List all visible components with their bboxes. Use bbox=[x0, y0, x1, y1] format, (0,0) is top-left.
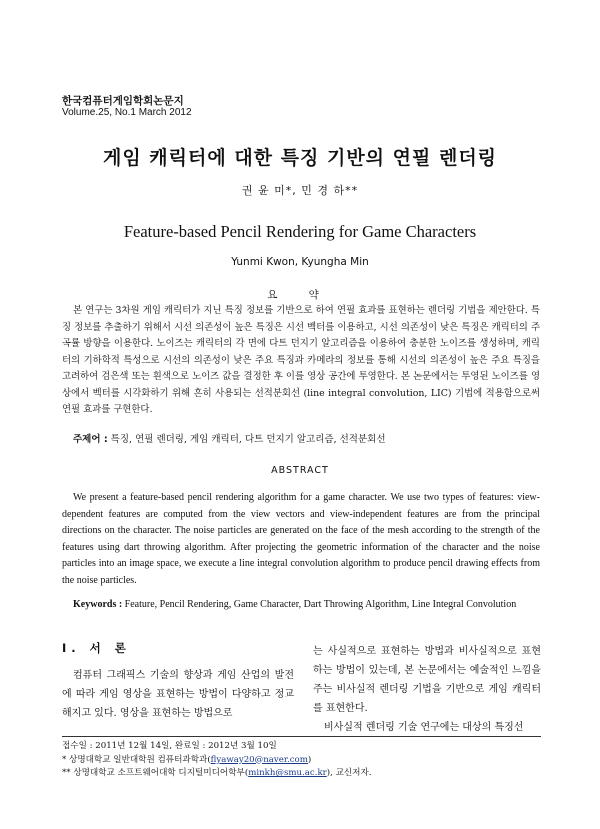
intro-paragraph-right: 는 사실적으로 표현하는 방법과 비사실적으로 표현하는 방법이 있는데, 본 논문에서는 예술적인 느낌을 주는 비사실적 렌더링 기법을 기반으로 게임 캐릭터를 표현한다. bbox=[313, 646, 541, 714]
keywords-english bbox=[73, 599, 553, 610]
footnote-2-affiliation: ** 상명대학교 소프트웨어대학 디지털미디어학부( bbox=[62, 768, 249, 778]
footnote-1-affiliation: * 상명대학교 일반대학원 컴퓨터과학과( bbox=[62, 754, 211, 765]
author-1-email-link[interactable]: flyaway20@naver.com bbox=[210, 754, 308, 765]
footnote-2-close: ), 교신저자. bbox=[326, 768, 372, 778]
keywords-korean-label: 주제어 : bbox=[73, 434, 108, 445]
intro-paragraph-left: 컴퓨터 그래픽스 기술의 향상과 게임 산업의 발전에 따라 게임 영상을 표현하는 방법이 다양하고 정교해지고 있다. 영상을 표현하는 방법으로 bbox=[62, 670, 294, 719]
keywords-english-text: Feature, Pencil Rendering, Game Character, Dart Throwing Algorithm, Line Integral Convolution bbox=[124, 599, 517, 610]
keywords-korean-text: 특징, 연필 렌더링, 게임 캐릭터, 다트 던지기 알고리즘, 선적분회선 bbox=[110, 434, 386, 445]
journal-name: 한국컴퓨터게임학회논문지 bbox=[62, 95, 184, 107]
intro-paragraph-right-2: 비사실적 렌더링 기술 연구에는 대상의 특징선 bbox=[324, 722, 524, 733]
body-left-column bbox=[62, 640, 294, 723]
abstract-korean-body: 본 연구는 3차원 게임 캐릭터가 지닌 특징 정보를 기반으로 하여 연필 효과를 표현하는 렌더링 기법을 제안한다. 특징 정보를 추출하기 위해서 시선 의존성이 높은 특징은 시선 벡터를 이용하고, 시선 의존성이 낮은 특징은 캐릭터의 주곡률 방향을 이용한다. 노이즈는 캐릭터의 각 면에 다트 던지기 알고리즘을 이용하여 충분한 노이즈를 생성하며, 캐릭터의 기하학적 특성으로 시선의 의존성이 낮은 주요 특징과 카메라의 정보를 통해 시선의 의존성이 높은 주요 특징을 고려하여 검은색 또는 흰색으로 노이즈 값을 결정한 후 이를 영상 공간에 투영한다. 본 논문에서는 투영된 노이즈를 영상에서 벡터를 시각화하기 위해 흔히 사용되는 선적분회선 (line integral convolution, LIC) 기법에 적용함으로써 연필 효과를 구현한다. bbox=[62, 305, 540, 415]
footnotes bbox=[62, 740, 542, 781]
keywords-english-label: Keywords : bbox=[73, 599, 123, 610]
footnote-1-close: ) bbox=[307, 754, 312, 765]
journal-volume: Volume.25, No.1 March 2012 bbox=[62, 107, 192, 118]
abstract-english-body: We present a feature-based pencil rendering algorithm for a game character. We use two types of features: view-dependent features are computed from the view vectors and view-independent features are from the principal directions on the character. The noise particles are generated on the face of the mesh according to the strength of the features using dart throwing algorithm. After projecting the geometric information of the character and the noise particles into an image space, we execute a line integral convolution algorithm to produce pencil drawing effects from the noise particles. bbox=[62, 492, 540, 586]
body-right-column bbox=[313, 642, 541, 737]
title-korean: 게임 캐릭터에 대한 특징 기반의 연필 렌더링 bbox=[102, 147, 498, 169]
footnote-divider bbox=[62, 736, 541, 737]
authors-korean: 권 윤 미*, 민 경 하** bbox=[241, 184, 359, 197]
footnote-author-1 bbox=[62, 754, 542, 768]
footnote-dates: 접수일 : 2011년 12월 14일, 완료일 : 2012년 3월 10일 bbox=[62, 741, 277, 751]
footnote-author-2 bbox=[62, 767, 542, 781]
authors-english: Yunmi Kwon, Kyungha Min bbox=[231, 256, 369, 268]
abstract-korean-heading: 요 약 bbox=[267, 289, 333, 301]
title-english: Feature-based Pencil Rendering for Game Characters bbox=[123, 222, 477, 241]
author-2-email-link[interactable]: minkh@smu.ac.kr bbox=[248, 768, 327, 778]
keywords-korean bbox=[73, 431, 543, 445]
abstract-english-heading: ABSTRACT bbox=[271, 465, 329, 476]
section-heading-introduction: Ⅰ. 서 론 bbox=[62, 641, 131, 655]
